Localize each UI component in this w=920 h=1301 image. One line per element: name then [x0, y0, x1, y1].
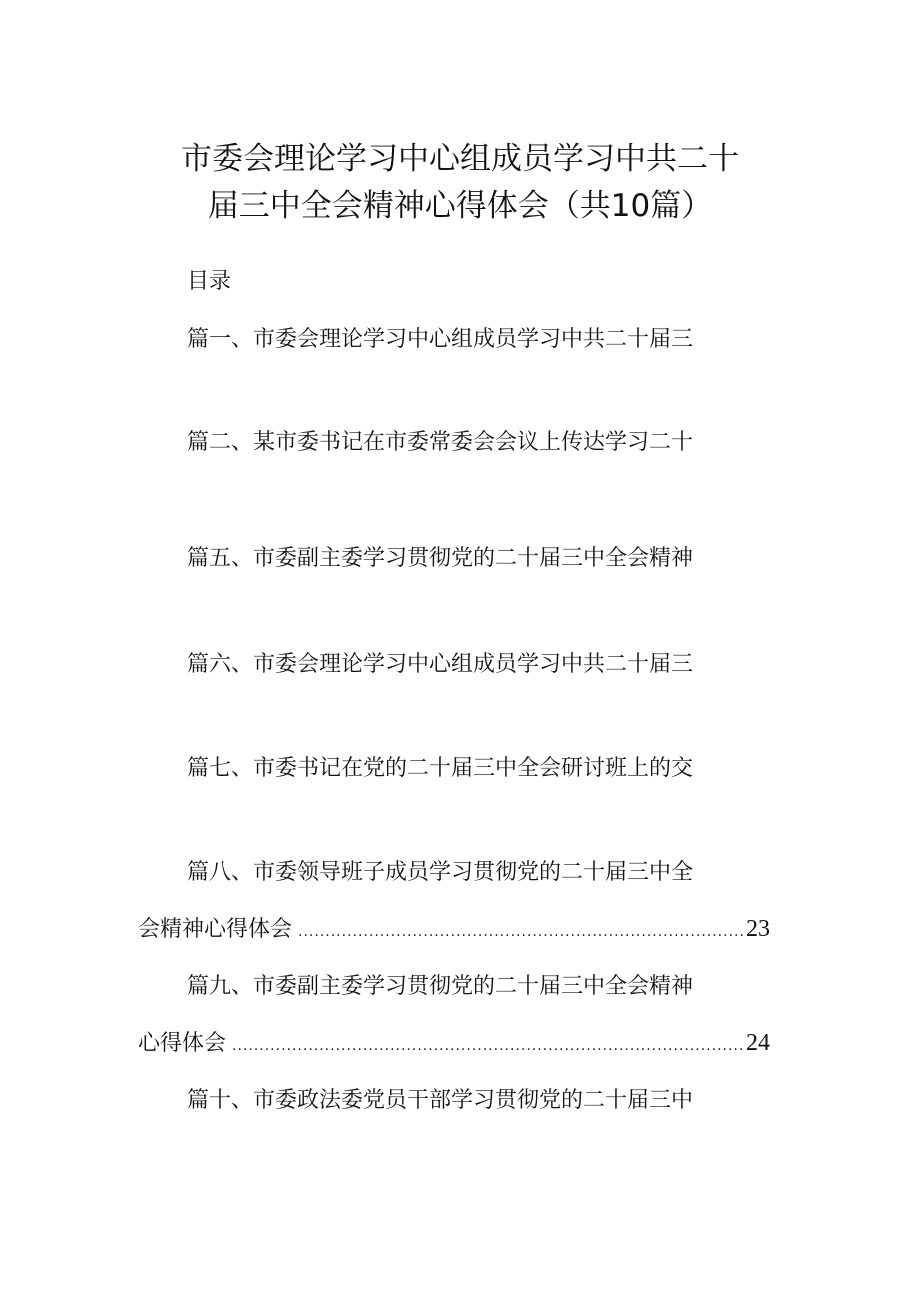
dot-leader: [232, 1031, 744, 1061]
toc-entry-9-continuation[interactable]: [138, 1028, 770, 1061]
toc-entry-6[interactable]: 篇六、市委会理论学习中心组成员学习中共二十届三: [187, 652, 694, 677]
toc-entry-1[interactable]: 篇一、市委会理论学习中心组成员学习中共二十届三: [187, 327, 694, 352]
toc-entry-10[interactable]: 篇十、市委政法委党员干部学习贯彻党的二十届三中: [187, 1088, 694, 1113]
dot-leader: [298, 917, 744, 947]
toc-heading: 目录: [187, 269, 232, 294]
toc-entry-7[interactable]: 篇七、市委书记在党的二十届三中全会研讨班上的交: [187, 756, 694, 781]
toc-entry-9-continuation-text: 心得体会: [138, 1031, 227, 1056]
toc-entry-9[interactable]: 篇九、市委副主委学习贯彻党的二十届三中全会精神: [187, 974, 694, 999]
document-title-line-1: 市委会理论学习中心组成员学习中共二十: [181, 141, 739, 177]
toc-entry-8-page-number: 23: [746, 916, 770, 942]
toc-entry-2[interactable]: 篇二、某市委书记在市委常委会会议上传达学习二十: [187, 430, 694, 455]
toc-entry-8[interactable]: 篇八、市委领导班子成员学习贯彻党的二十届三中全: [187, 860, 694, 885]
toc-entry-5[interactable]: 篇五、市委副主委学习贯彻党的二十届三中全会精神: [187, 546, 694, 571]
toc-entry-8-continuation[interactable]: [138, 914, 770, 947]
document-title-line-2: 届三中全会精神心得体会（共10篇）: [207, 188, 713, 224]
toc-entry-9-page-number: 24: [746, 1030, 770, 1056]
toc-entry-8-continuation-text: 会精神心得体会: [138, 917, 293, 942]
